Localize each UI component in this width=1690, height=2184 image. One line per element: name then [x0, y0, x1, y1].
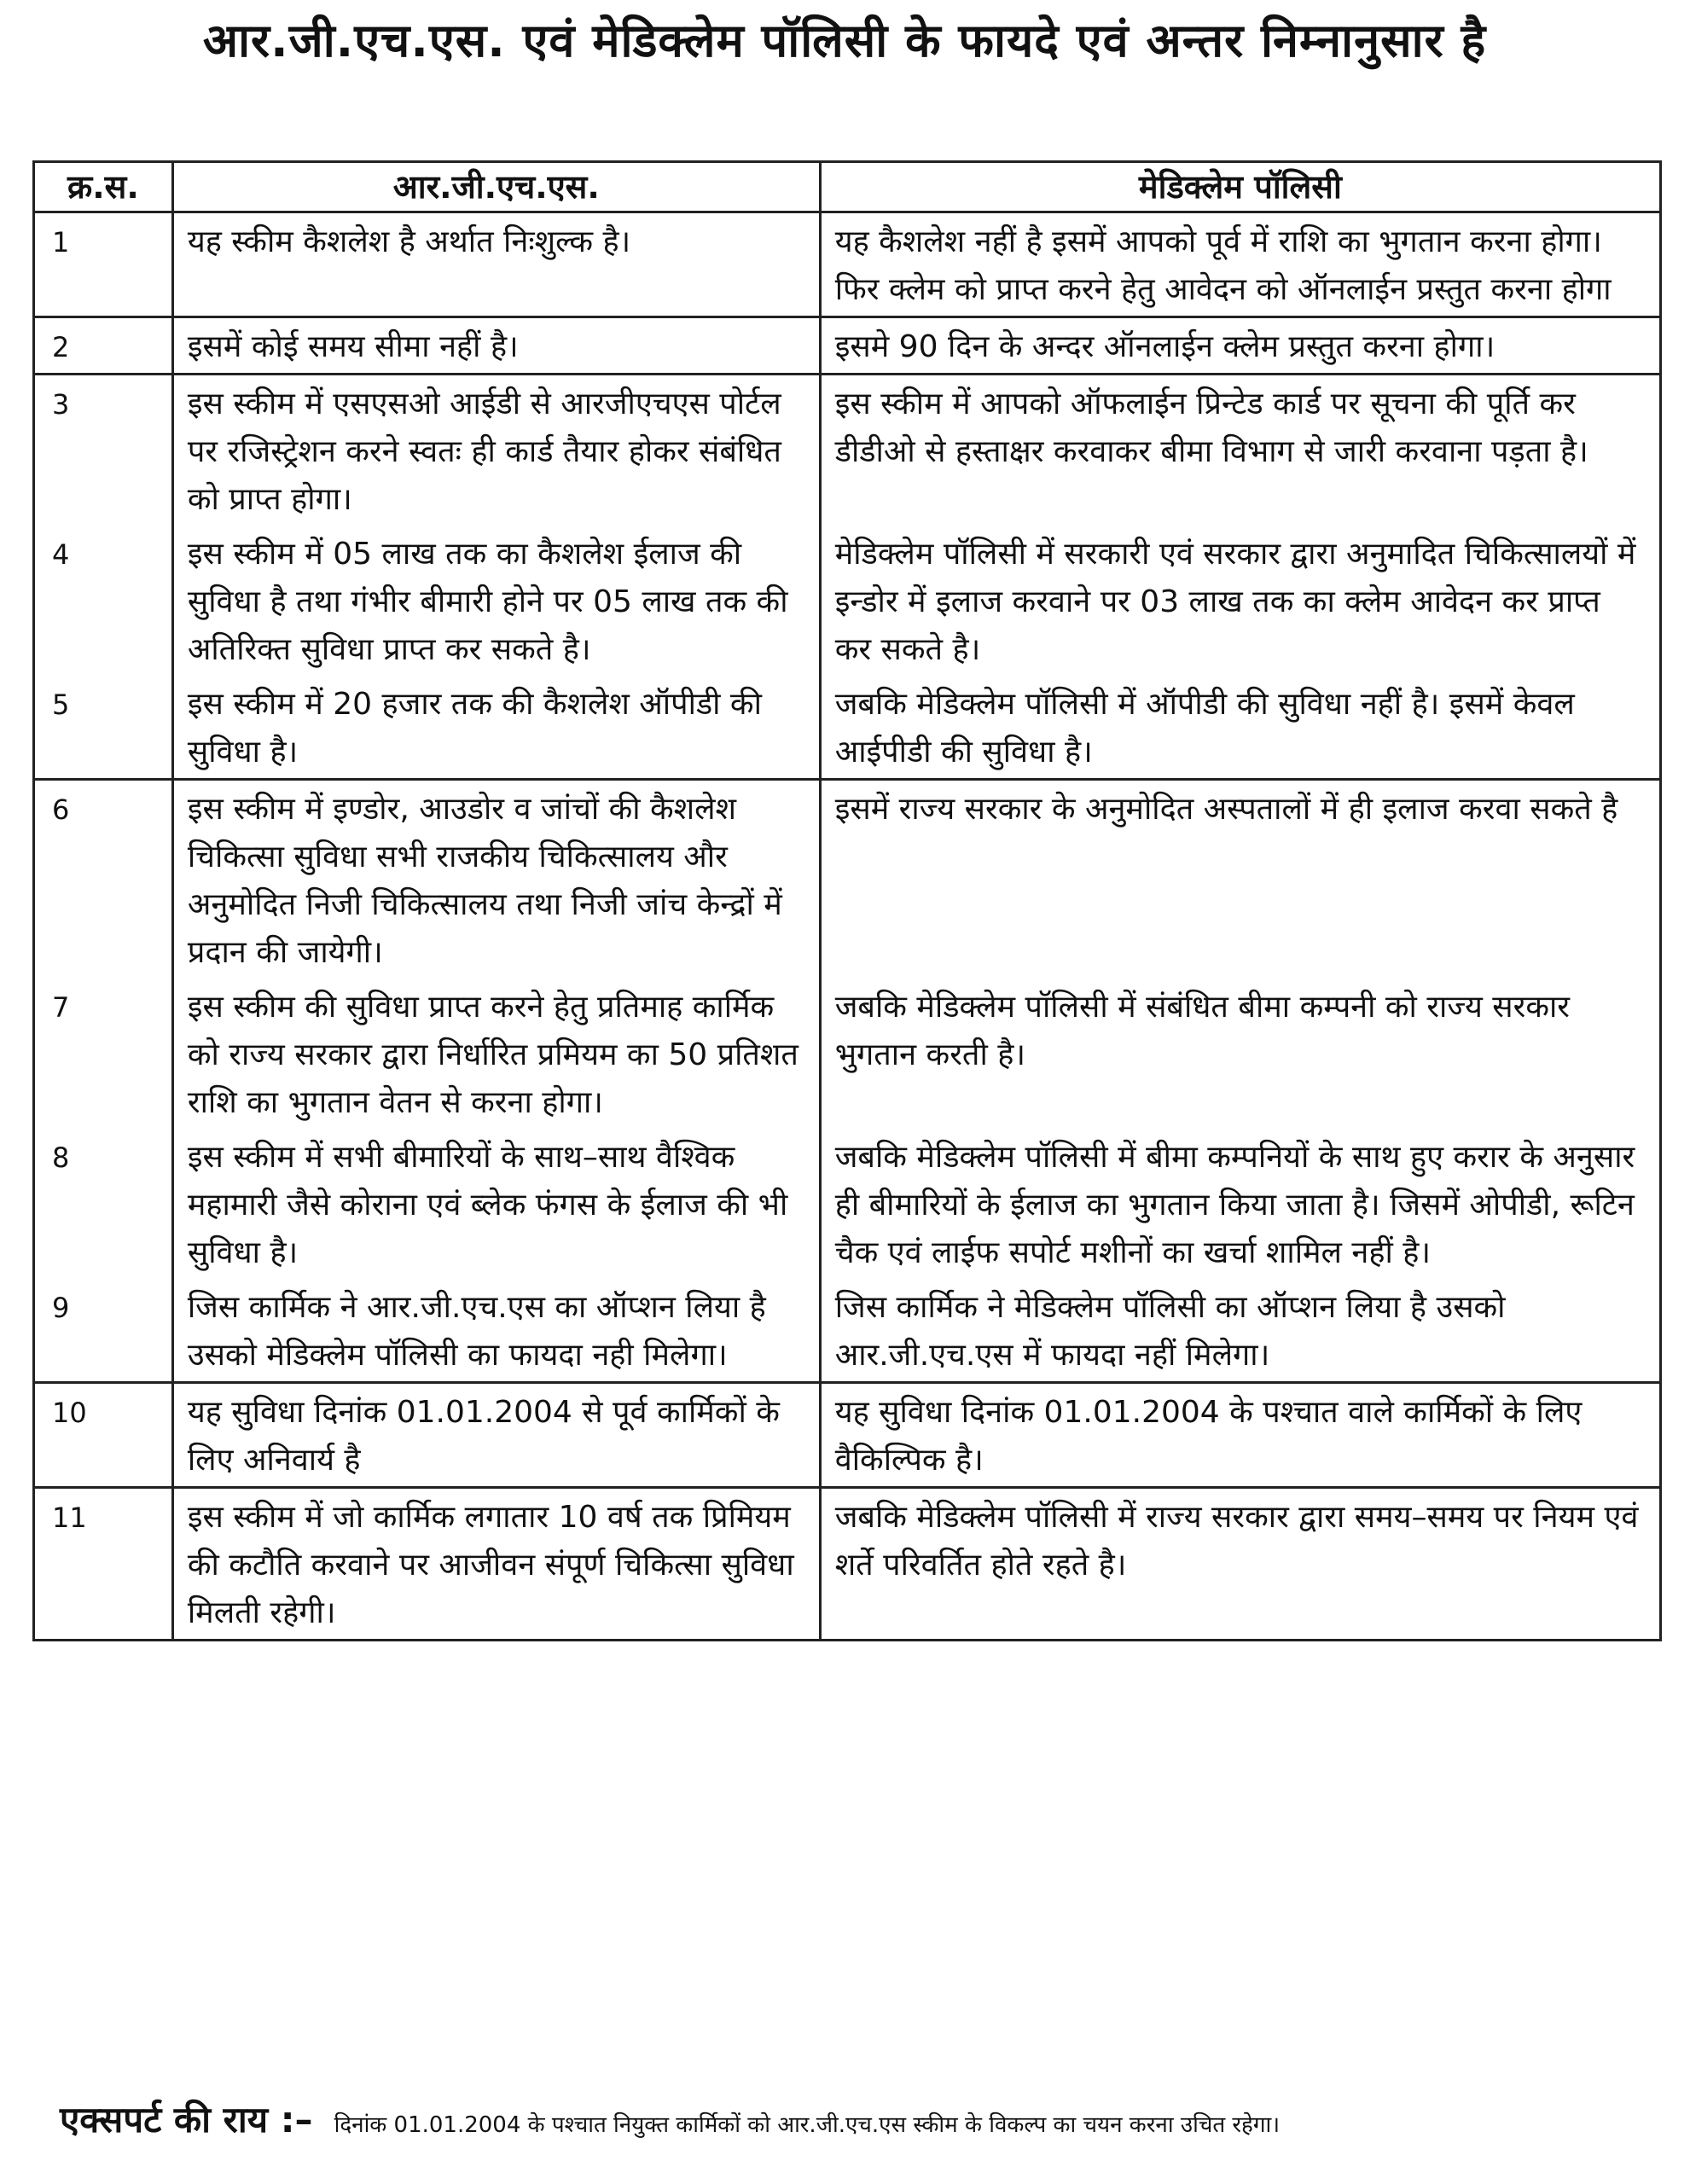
rghs-cell: यह सुविधा दिनांक 01.01.2004 से पूर्व कार्मिकों के लिए अनिवार्य है — [172, 1383, 820, 1488]
row-serial: 5 — [34, 676, 173, 780]
rghs-cell: इस स्कीम में सभी बीमारियों के साथ–साथ वैश्विक महामारी जैसे कोराना एवं ब्लेक फंगस के ईलाज की भी सुविधा है। — [172, 1129, 820, 1279]
rghs-cell: इस स्कीम में इण्डोर, आउडोर व जांचों की कैशलेश चिकित्सा सुविधा सभी राजकीय चिकित्सालय और अनुमोदित निजी चिकित्सालय तथा निजी जांच केन्द्रों में प्रदान की जायेगी। — [172, 780, 820, 979]
table-row — [34, 1383, 1661, 1488]
rghs-cell: इसमें कोई समय सीमा नहीं है। — [172, 317, 820, 375]
row-serial: 3 — [34, 375, 173, 526]
table-row — [34, 526, 1661, 676]
row-serial: 4 — [34, 526, 173, 676]
mediclaim-cell: जबकि मेडिक्लेम पॉलिसी में बीमा कम्पनियों के साथ हुए करार के अनुसार ही बीमारियों के ईलाज का भुगतान किया जाता है। जिसमें ओपीडी, रूटिन चैक एवं लाईफ सपोर्ट मशीनों का खर्चा शामिल नहीं है। — [820, 1129, 1660, 1279]
rghs-cell: इस स्कीम में एसएसओ आईडी से आरजीएचएस पोर्टल पर रजिस्ट्रेशन करने स्वतः ही कार्ड तैयार होकर संबंधित को प्राप्त होगा। — [172, 375, 820, 526]
rghs-cell: इस स्कीम में 20 हजार तक की कैशलेश ऑपीडी की सुविधा है। — [172, 676, 820, 780]
table-row — [34, 317, 1661, 375]
header-mediclaim: मेडिक्लेम पॉलिसी — [820, 162, 1660, 212]
row-serial: 1 — [34, 212, 173, 317]
row-serial: 6 — [34, 780, 173, 979]
row-serial: 10 — [34, 1383, 173, 1488]
mediclaim-cell: यह सुविधा दिनांक 01.01.2004 के पश्चात वाले कार्मिकों के लिए वैकिल्पिक है। — [820, 1383, 1660, 1488]
mediclaim-cell: जबकि मेडिक्लेम पॉलिसी में ऑपीडी की सुविधा नहीं है। इसमें केवल आईपीडी की सुविधा है। — [820, 676, 1660, 780]
mediclaim-cell: इस स्कीम में आपको ऑफलाईन प्रिन्टेड कार्ड पर सूचना की पूर्ति कर डीडीओ से हस्ताक्षर करवाकर बीमा विभाग से जारी करवाना पड़ता है। — [820, 375, 1660, 526]
mediclaim-cell: जिस कार्मिक ने मेडिक्लेम पॉलिसी का ऑप्शन लिया है उसको आर.जी.एच.एस में फायदा नहीं मिलेगा। — [820, 1279, 1660, 1383]
table-row — [34, 375, 1661, 526]
row-serial: 2 — [34, 317, 173, 375]
expert-opinion-text: दिनांक 01.01.2004 के पश्चात नियुक्त कार्मिकों को आर.जी.एच.एस स्कीम के विकल्प का चयन करना उचित रहेगा। — [334, 2112, 1281, 2138]
row-serial: 7 — [34, 979, 173, 1129]
table-row — [34, 212, 1661, 317]
table-row — [34, 1279, 1661, 1383]
header-rghs: आर.जी.एच.एस. — [172, 162, 820, 212]
table-row — [34, 1488, 1661, 1641]
rghs-cell: जिस कार्मिक ने आर.जी.एच.एस का ऑप्शन लिया है उसको मेडिक्लेम पॉलिसी का फायदा नही मिलेगा। — [172, 1279, 820, 1383]
table-row — [34, 1129, 1661, 1279]
header-serial: क्र.स. — [34, 162, 173, 212]
page-title: आर.जी.एच.एस. एवं मेडिक्लेम पॉलिसी के फायदे एवं अन्तर निम्नानुसार है — [202, 14, 1487, 67]
mediclaim-cell: इसमें राज्य सरकार के अनुमोदित अस्पतालों में ही इलाज करवा सकते है — [820, 780, 1660, 979]
table-row — [34, 780, 1661, 979]
table-header-row — [34, 162, 1661, 212]
row-serial: 8 — [34, 1129, 173, 1279]
rghs-cell: इस स्कीम में जो कार्मिक लगातार 10 वर्ष तक प्रिमियम की कटौति करवाने पर आजीवन संपूर्ण चिकित्सा सुविधा मिलती रहेगी। — [172, 1488, 820, 1641]
table-row — [34, 979, 1661, 1129]
row-serial: 9 — [34, 1279, 173, 1383]
rghs-cell: यह स्कीम कैशलेश है अर्थात निःशुल्क है। — [172, 212, 820, 317]
expert-opinion — [60, 2094, 1664, 2143]
row-serial: 11 — [34, 1488, 173, 1641]
mediclaim-cell: जबकि मेडिक्लेम पॉलिसी में राज्य सरकार द्वारा समय–समय पर नियम एवं शर्ते परिवर्तित होते रहते है। — [820, 1488, 1660, 1641]
rghs-cell: इस स्कीम में 05 लाख तक का कैशलेश ईलाज की सुविधा है तथा गंभीर बीमारी होने पर 05 लाख तक की अतिरिक्त सुविधा प्राप्त कर सकते है। — [172, 526, 820, 676]
comparison-table — [32, 160, 1662, 1641]
table-row — [34, 676, 1661, 780]
rghs-cell: इस स्कीम की सुविधा प्राप्त करने हेतु प्रतिमाह कार्मिक को राज्य सरकार द्वारा निर्धारित प्रमियम का 50 प्रतिशत राशि का भुगतान वेतन से करना होगा। — [172, 979, 820, 1129]
mediclaim-cell: मेडिक्लेम पॉलिसी में सरकारी एवं सरकार द्वारा अनुमादित चिकित्सालयों में इन्डोर में इलाज करवाने पर 03 लाख तक का क्लेम आवेदन कर प्राप्त कर सकते है। — [820, 526, 1660, 676]
mediclaim-cell: यह कैशलेश नहीं है इसमें आपको पूर्व में राशि का भुगतान करना होगा। फिर क्लेम को प्राप्त करने हेतु आवेदन को ऑनलाईन प्रस्तुत करना होगा — [820, 212, 1660, 317]
mediclaim-cell: इसमे 90 दिन के अन्दर ऑनलाईन क्लेम प्रस्तुत करना होगा। — [820, 317, 1660, 375]
expert-opinion-label: एक्सपर्ट की राय :– — [60, 2099, 313, 2140]
mediclaim-cell: जबकि मेडिक्लेम पॉलिसी में संबंधित बीमा कम्पनी को राज्य सरकार भुगतान करती है। — [820, 979, 1660, 1129]
